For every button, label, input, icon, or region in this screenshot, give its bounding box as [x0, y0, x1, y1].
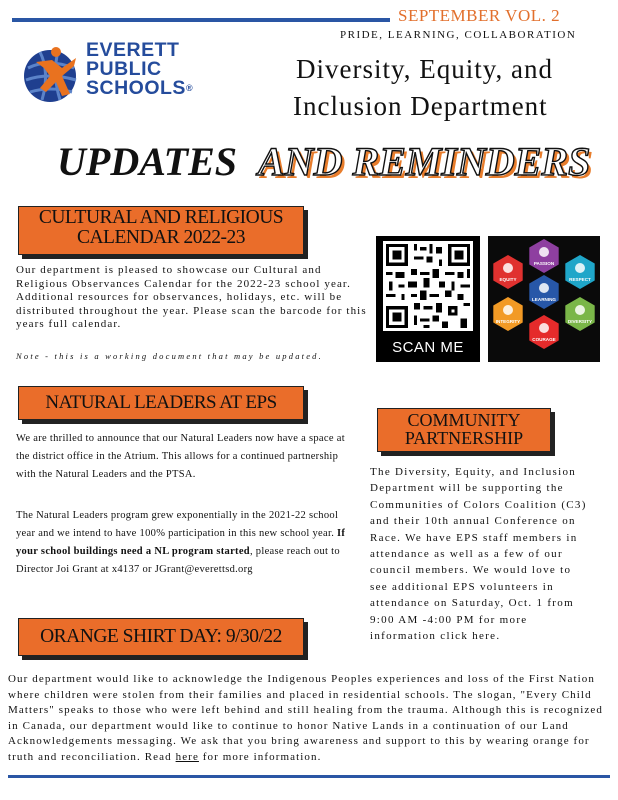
value-label-equity: EQUITY — [499, 277, 517, 282]
cultural-calendar-heading — [18, 206, 304, 255]
logo-line: SCHOOLS® — [86, 77, 194, 99]
value-icon-equity — [503, 263, 513, 273]
value-label-passion: PASSION — [533, 261, 555, 266]
logo-line: PUBLIC — [86, 58, 162, 80]
core-values-graphic — [488, 236, 600, 362]
scan-me-label: SCAN ME — [392, 339, 464, 356]
read-here-link[interactable]: here — [175, 750, 199, 763]
qr-code[interactable] — [376, 236, 480, 362]
value-label-courage: COURAGE — [532, 337, 556, 342]
value-icon-learning — [539, 283, 549, 293]
heading-line: CALENDAR 2022-23 — [76, 226, 246, 248]
cultural-calendar-note: Note - this is a working document that may be updated. — [16, 351, 323, 361]
value-label-respect: RESPECT — [569, 277, 591, 282]
heading-line: PARTNERSHIP — [404, 428, 524, 448]
natural-leaders-callout: If your school buildings need a NL program started — [16, 528, 346, 557]
value-icon-diversity — [575, 305, 585, 315]
orange-shirt-day-heading: ORANGE SHIRT DAY: 9/30/22 — [18, 618, 304, 656]
department-title-line2: Inclusion Department — [293, 91, 548, 121]
logo-line: EVERETT — [86, 39, 180, 61]
value-icon-integrity — [503, 305, 513, 315]
header-rule — [12, 18, 390, 22]
natural-leaders-heading: NATURAL LEADERS AT EPS — [18, 386, 304, 420]
value-icon-respect — [575, 263, 585, 273]
value-icon-courage — [539, 323, 549, 333]
qr-code-icon — [383, 241, 473, 331]
value-label-learning: LEARNING — [532, 297, 556, 302]
heading-line: CULTURAL AND RELIGIOUS — [38, 207, 284, 228]
value-icon-passion — [539, 247, 549, 257]
value-label-integrity: INTEGRITY — [495, 319, 521, 324]
main-title-reminders: AND REMINDERS — [258, 139, 591, 184]
footer-rule — [8, 775, 610, 778]
natural-leaders-program-text: The Natural Leaders program grew exponentially in the 2021-22 school year and we intend to have 100% participation in this new school year. If your school buildings need a NL program started, please reach out to Director Joi Grant at x4137 or JGrant@everettsd.org — [16, 510, 346, 575]
department-title-line1: Diversity, Equity, and — [296, 54, 553, 84]
orange-shirt-day-text: Our department would like to acknowledge the Indigenous Peoples experiences and loss of the First Nation where children were stolen from their families and placed in residential schools. The slogan, "Every Child Matters" speaks to those who were left behind and still healing from the trauma. Although this is recognized in Canada, our department would like to continue to honor Native Lands in a continuation of our Land Acknowledgements messaging. We ask that you bring awareness and support to this by wearing orange for truth and reconciliation. Read here for more information. — [8, 673, 603, 763]
main-title-updates: UPDATES — [57, 139, 238, 184]
community-partnership-heading — [377, 408, 551, 452]
natural-leaders-text: We are thrilled to announce that our Natural Leaders now have a space at the district office in the Atrium. This allows for a continued partnership with the Natural Leaders and the PTSA. — [16, 433, 345, 480]
community-partnership-text: The Diversity, Equity, and Inclusion Department will be supporting the Communities of Colors Coalition (C3) and their 10th annual Conference on Race. We have EPS staff members in attendance as well as a few of our council members. We would love to see additional EPS volunteers in attendance on Saturday, Oct. 1 from 9:00 AM -4:00 PM for more information click here. — [370, 466, 587, 643]
value-label-diversity: DIVERSITY — [567, 319, 593, 324]
logo-wordmark — [86, 41, 193, 98]
heading-line: COMMUNITY — [407, 410, 521, 430]
cultural-calendar-text: Our department is pleased to showcase our Cultural and Religious Observances Calendar for the 2022-23 school year. Additional resources for observances, holidays, etc. will be distributed throughout the year. Please scan the barcode for this years full calendar. — [16, 264, 367, 330]
volume-label: SEPTEMBER VOL. 2 — [398, 6, 561, 25]
tagline: PRIDE, LEARNING, COLLABORATION — [340, 29, 577, 41]
